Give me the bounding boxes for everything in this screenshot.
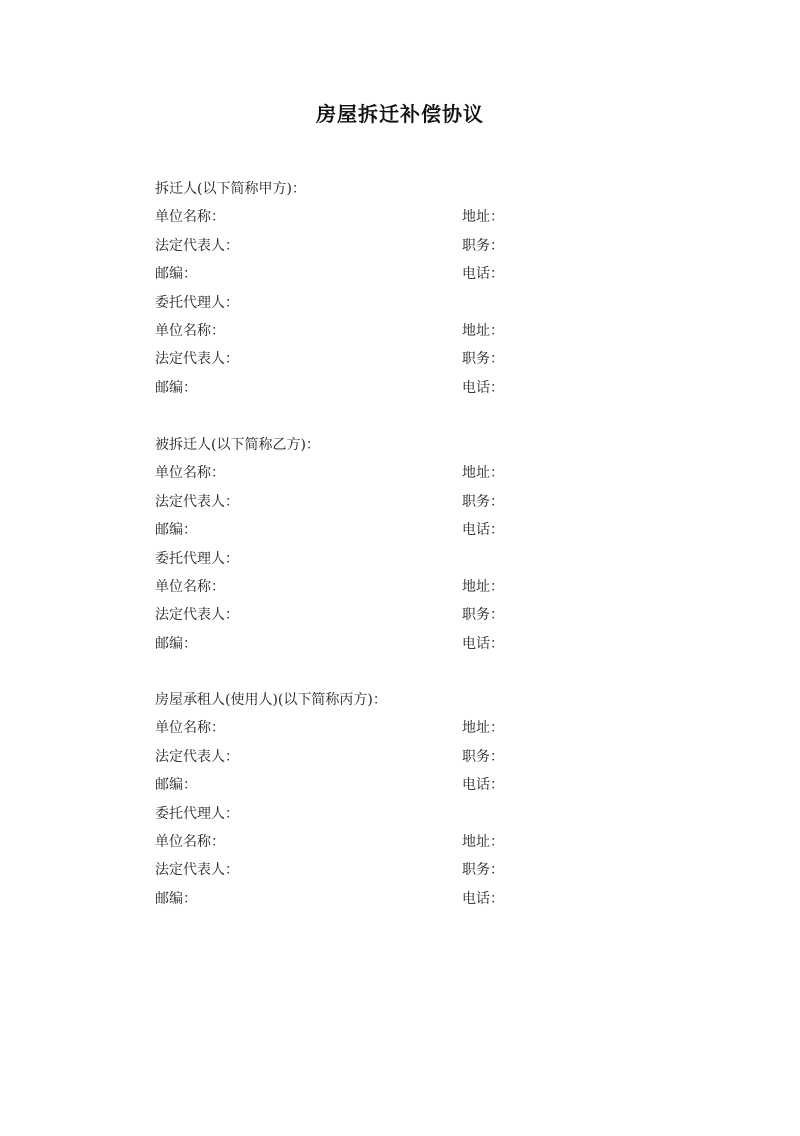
postcode-label: 邮编： — [155, 777, 197, 794]
party-b-heading: 被拆迁人(以下简称乙方)： — [155, 437, 320, 453]
party-b-agent-heading: 委托代理人： — [155, 550, 239, 567]
phone-label: 电话： — [462, 777, 504, 794]
address-label: 地址： — [462, 720, 504, 737]
legal-rep-label: 法定代表人： — [155, 493, 239, 510]
party-a-agent-row-unit — [155, 317, 515, 345]
address-label: 地址： — [462, 322, 504, 339]
party-c-agent-row-postcode — [155, 885, 515, 913]
unit-name-label: 单位名称： — [155, 720, 225, 737]
position-label: 职务： — [462, 862, 504, 879]
position-label: 职务： — [462, 493, 504, 510]
phone-label: 电话： — [462, 522, 504, 539]
party-b-row-unit — [155, 459, 515, 487]
party-c-agent-row-unit — [155, 828, 515, 856]
position-label: 职务： — [462, 351, 504, 368]
party-a-row-unit — [155, 203, 515, 231]
party-b-row-postcode — [155, 516, 515, 544]
position-label: 职务： — [462, 607, 504, 624]
party-c-heading: 房屋承租人(使用人)(以下简称丙方)： — [155, 692, 387, 708]
party-a-agent-row-rep — [155, 345, 515, 373]
document-title: 房屋拆迁补偿协议 — [316, 102, 484, 126]
position-label: 职务： — [462, 237, 504, 254]
party-a-row-rep — [155, 232, 515, 260]
address-label: 地址： — [462, 465, 504, 482]
legal-rep-label: 法定代表人： — [155, 237, 239, 254]
postcode-label: 邮编： — [155, 890, 197, 907]
unit-name-label: 单位名称： — [155, 209, 225, 226]
party-a-section — [155, 175, 515, 402]
party-a-row-postcode — [155, 260, 515, 288]
party-c-row-postcode — [155, 771, 515, 799]
postcode-label: 邮编： — [155, 635, 197, 652]
legal-rep-label: 法定代表人： — [155, 607, 239, 624]
party-b-section — [155, 431, 515, 658]
phone-label: 电话： — [462, 379, 504, 396]
party-c-row-rep — [155, 743, 515, 771]
party-a-agent-row-postcode — [155, 374, 515, 402]
address-label: 地址： — [462, 833, 504, 850]
address-label: 地址： — [462, 578, 504, 595]
party-a-agent-heading: 委托代理人： — [155, 294, 239, 311]
unit-name-label: 单位名称： — [155, 578, 225, 595]
party-b-agent-row-unit — [155, 573, 515, 601]
legal-rep-label: 法定代表人： — [155, 862, 239, 879]
phone-label: 电话： — [462, 266, 504, 283]
party-a-heading: 拆迁人(以下简称甲方)： — [155, 181, 306, 197]
unit-name-label: 单位名称： — [155, 465, 225, 482]
party-b-row-rep — [155, 488, 515, 516]
party-c-agent-heading: 委托代理人： — [155, 805, 239, 822]
legal-rep-label: 法定代表人： — [155, 351, 239, 368]
unit-name-label: 单位名称： — [155, 833, 225, 850]
party-b-agent-row-rep — [155, 601, 515, 629]
position-label: 职务： — [462, 748, 504, 765]
unit-name-label: 单位名称： — [155, 322, 225, 339]
phone-label: 电话： — [462, 635, 504, 652]
party-b-agent-row-postcode — [155, 630, 515, 658]
phone-label: 电话： — [462, 890, 504, 907]
postcode-label: 邮编： — [155, 522, 197, 539]
party-c-row-unit — [155, 714, 515, 742]
party-c-section — [155, 686, 515, 913]
postcode-label: 邮编： — [155, 379, 197, 396]
postcode-label: 邮编： — [155, 266, 197, 283]
legal-rep-label: 法定代表人： — [155, 748, 239, 765]
party-c-agent-row-rep — [155, 856, 515, 884]
address-label: 地址： — [462, 209, 504, 226]
